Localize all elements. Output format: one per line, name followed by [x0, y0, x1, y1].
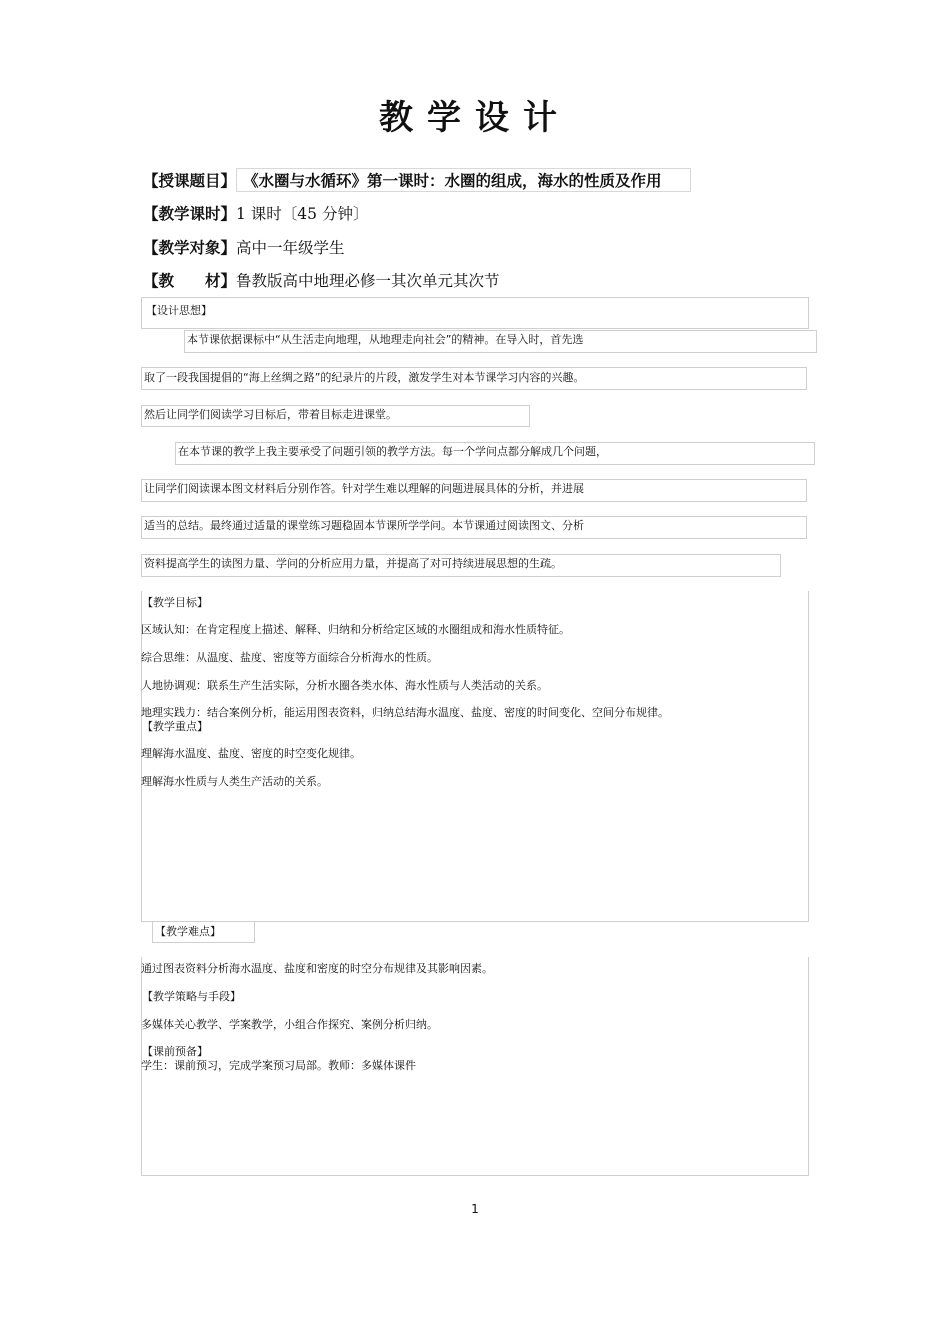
hours-label: 【教学课时】: [143, 205, 237, 223]
difficulty-header: 【教学难点】: [155, 925, 221, 938]
key-points-header: 【教学重点】: [142, 720, 208, 733]
design-line: 取了一段我国提倡的“海上丝绸之路”的纪录片的片段，激发学生对本节课学习内容的兴趣。: [141, 367, 807, 390]
key-point-item: 理解海水温度、盐度、密度的时空变化规律。: [141, 747, 361, 760]
hours-value: 1 课时〔45 分钟〕: [236, 205, 369, 223]
design-line: 适当的总结。最终通过适量的课堂练习题稳固本节课所学学问。本节课通过阅读图文、分析: [141, 516, 807, 539]
audience-value: 高中一年级学生: [236, 239, 345, 257]
difficulty-text: 通过图表资料分析海水温度、盐度和密度的时空分布规律及其影响因素。: [141, 962, 493, 975]
prep-text: 学生：课前预习，完成学案预习局部。教师：多媒体课件: [141, 1059, 416, 1072]
topic-label: 【授课题目】: [143, 172, 237, 190]
goal-item: 区域认知：在肯定程度上描述、解释、归纳和分析给定区域的水圈组成和海水性质特征。: [141, 623, 570, 636]
page-number: 1: [471, 1202, 479, 1216]
key-point-item: 理解海水性质与人类生产活动的关系。: [141, 775, 328, 788]
goals-header: 【教学目标】: [142, 596, 208, 609]
design-header-box: [141, 297, 809, 329]
goal-item: 地理实践力：结合案例分析，能运用图表资料，归纳总结海水温度、盐度、密度的时间变化、空间分布规律。: [141, 706, 669, 719]
textbook-label: 【教 材】: [143, 272, 237, 290]
strategy-header: 【教学策略与手段】: [142, 990, 241, 1003]
meta-audience: [143, 236, 345, 258]
audience-label: 【教学对象】: [143, 239, 237, 257]
meta-textbook: [143, 269, 500, 291]
topic-value: 《水圈与水循环》第一课时：水圈的组成，海水的性质及作用: [236, 168, 691, 192]
difficulty-header-box: [152, 921, 255, 943]
design-line: 资料提高学生的读图力量、学问的分析应用力量，并提高了对可持续进展思想的生疏。: [141, 554, 781, 577]
meta-hours: [143, 202, 368, 224]
design-line: 让同学们阅读课本图文材料后分别作答。针对学生难以理解的问题进展具体的分析，并进展: [141, 479, 807, 502]
goal-item: 人地协调观：联系生产生活实际，分析水圈各类水体、海水性质与人类活动的关系。: [141, 679, 548, 692]
design-header: 【设计思想】: [146, 304, 212, 317]
document-title: 教学设计: [379, 98, 571, 138]
design-line: 本节课依据课标中“从生活走向地理，从地理走向社会”的精神。在导入时，首先选: [184, 330, 817, 353]
textbook-value: 鲁教版高中地理必修一其次单元其次节: [236, 272, 500, 290]
design-line: 然后让同学们阅读学习目标后，带着目标走进课堂。: [141, 405, 530, 427]
prep-header: 【课前预备】: [142, 1045, 208, 1058]
meta-topic: [143, 168, 691, 192]
strategy-text: 多媒体关心教学、学案教学，小组合作探究、案例分析归纳。: [141, 1018, 438, 1031]
design-line: 在本节课的教学上我主要承受了问题引领的教学方法。每一个学问点都分解成几个问题，: [175, 442, 815, 465]
goal-item: 综合思维：从温度、盐度、密度等方面综合分析海水的性质。: [141, 651, 438, 664]
